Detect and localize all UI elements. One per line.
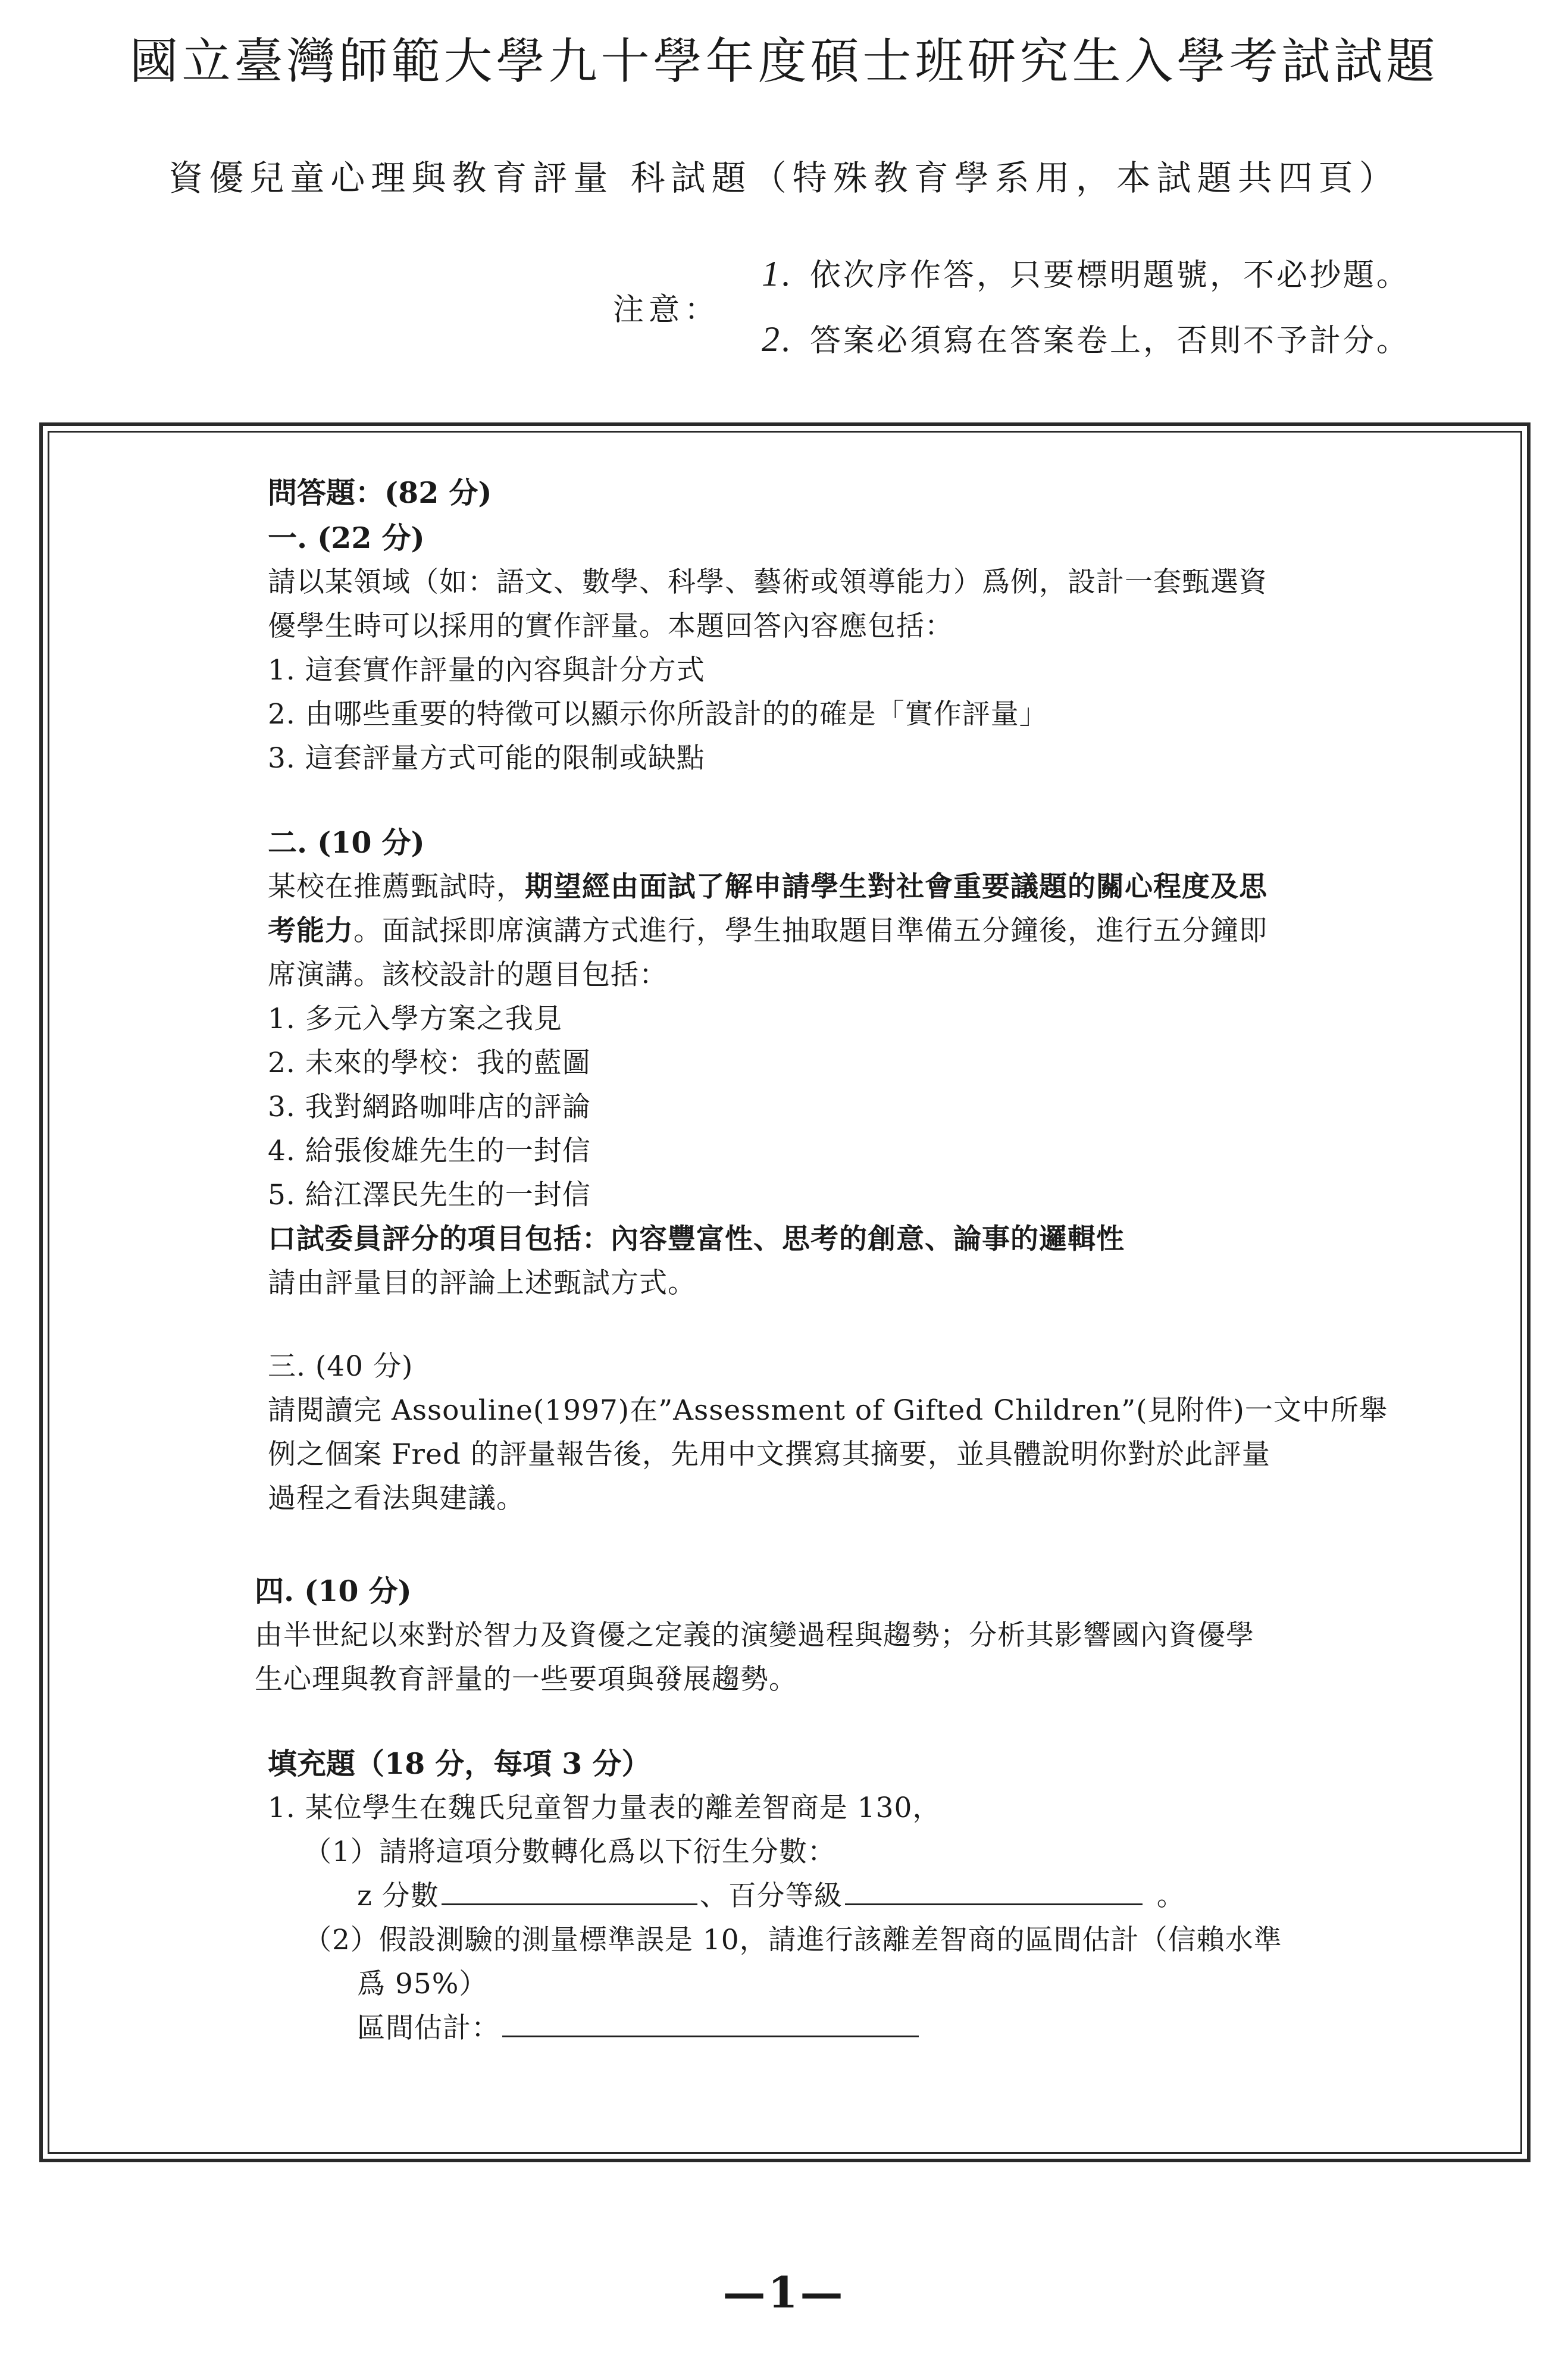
sentence-end: 。 — [1156, 1880, 1185, 1912]
q2-list-item: 4. 給張俊雄先生的一封信 — [268, 1135, 591, 1167]
q2-criteria: 口試委員評分的項目包括：內容豐富性、思考的創意、論事的邏輯性 — [268, 1223, 1125, 1255]
fill-sub2-answer — [268, 2006, 1327, 2050]
q3-heading: 三. (40 分) — [268, 1350, 414, 1383]
q2-text-normal: 。面試採即席演講方式進行，學生抽取題目準備五分鐘後，進行五分鐘即 — [353, 915, 1267, 947]
q2-list-item: 2. 未來的學校：我的藍圖 — [268, 1047, 591, 1079]
q2-text-line — [268, 909, 1327, 953]
fill-sub2-cont: 爲 95%） — [357, 1968, 488, 2000]
fill-sub2: （2）假設測驗的測量標準誤是 10，請進行該離差智商的區間估計（信賴水準 — [303, 1924, 1282, 1956]
notice-item-2 — [762, 315, 1410, 360]
notice-text: 依次序作答，只要標明題號，不必抄題。 — [810, 258, 1410, 293]
notice-text: 答案必須寫在答案卷上，否則不予計分。 — [810, 323, 1410, 359]
interval-blank — [502, 2009, 919, 2037]
q2-text-emphasis: 考能力 — [268, 915, 353, 947]
notice-label: 注意： — [613, 292, 721, 328]
q2-list-item: 3. 我對網路咖啡店的評論 — [268, 1091, 591, 1123]
z-score-label: z 分數 — [357, 1880, 439, 1912]
q2-list-item: 5. 給江澤民先生的一封信 — [268, 1179, 591, 1211]
fill-heading: 填充題（18 分，每項 3 分） — [268, 1746, 651, 1781]
q2-text-normal: 某校在推薦甄試時， — [268, 870, 525, 903]
percentile-blank — [845, 1877, 1143, 1905]
q2-instruction: 請由評量目的評論上述甄試方式。 — [268, 1267, 696, 1300]
q2-list-item: 1. 多元入學方案之我見 — [268, 1003, 562, 1035]
fill-sub1: （1）請將這項分數轉化爲以下衍生分數： — [303, 1836, 836, 1868]
q4-text-line: 生心理與教育評量的一些要項與發展趨勢。 — [255, 1663, 797, 1696]
q2-heading: 二. (10 分) — [268, 825, 425, 860]
exam-subtitle: 資優兒童心理與教育評量 科試題（特殊教育學系用，本試題共四頁） — [168, 158, 1400, 198]
fill-sub1-answers — [268, 1874, 1327, 1918]
q1-text-line: 優學生時可以採用的實作評量。本題回答內容應包括： — [268, 610, 953, 643]
interval-label: 區間估計： — [357, 2012, 500, 2044]
q3-text-line: 請閱讀完 Assouline(1997)在”Assessment of Gifted Children”(見附件)一文中所舉 — [268, 1394, 1388, 1427]
q2-text-emphasis: 期望經由面試了解申請學生對社會重要議題的關心程度及思 — [525, 870, 1267, 903]
q3-text-line: 過程之看法與建議。 — [268, 1482, 525, 1515]
q4-text-line: 由半世紀以來對於智力及資優之定義的演變過程與趨勢；分析其影響國內資優學 — [255, 1619, 1254, 1652]
q1-list-item: 2. 由哪些重要的特徵可以顯示你所設計的的確是「實作評量」 — [268, 698, 1048, 731]
q1-list-item: 3. 這套評量方式可能的限制或缺點 — [268, 742, 705, 775]
q1-list-item: 1. 這套實作評量的內容與計分方式 — [268, 654, 705, 687]
fill-q1-stem: 1. 某位學生在魏氏兒童智力量表的離差智商是 130， — [268, 1792, 941, 1824]
q2-text-line — [268, 865, 1327, 909]
q4-heading: 四. (10 分) — [255, 1574, 412, 1608]
percentile-label: 、百分等級 — [699, 1880, 843, 1912]
notice-item-1 — [762, 250, 1410, 295]
essay-heading: 問答題：(82 分) — [268, 475, 492, 510]
notice-number: 2. — [762, 320, 793, 359]
notice-number: 1. — [762, 254, 793, 293]
z-score-blank — [442, 1877, 697, 1905]
page-number: —1— — [722, 2267, 846, 2318]
exam-title: 國立臺灣師範大學九十學年度碩士班研究生入學考試試題 — [129, 33, 1439, 90]
question-content — [255, 470, 1388, 2050]
q1-text-line: 請以某領域（如：語文、數學、科學、藝術或領導能力）爲例，設計一套甄選資 — [268, 566, 1267, 599]
q2-text-line: 席演講。該校設計的題目包括： — [268, 959, 668, 991]
q1-heading: 一. (22 分) — [268, 521, 425, 555]
q3-text-line: 例之個案 Fred 的評量報告後，先用中文撰寫其摘要，並具體說明你對於此評量 — [268, 1438, 1270, 1471]
